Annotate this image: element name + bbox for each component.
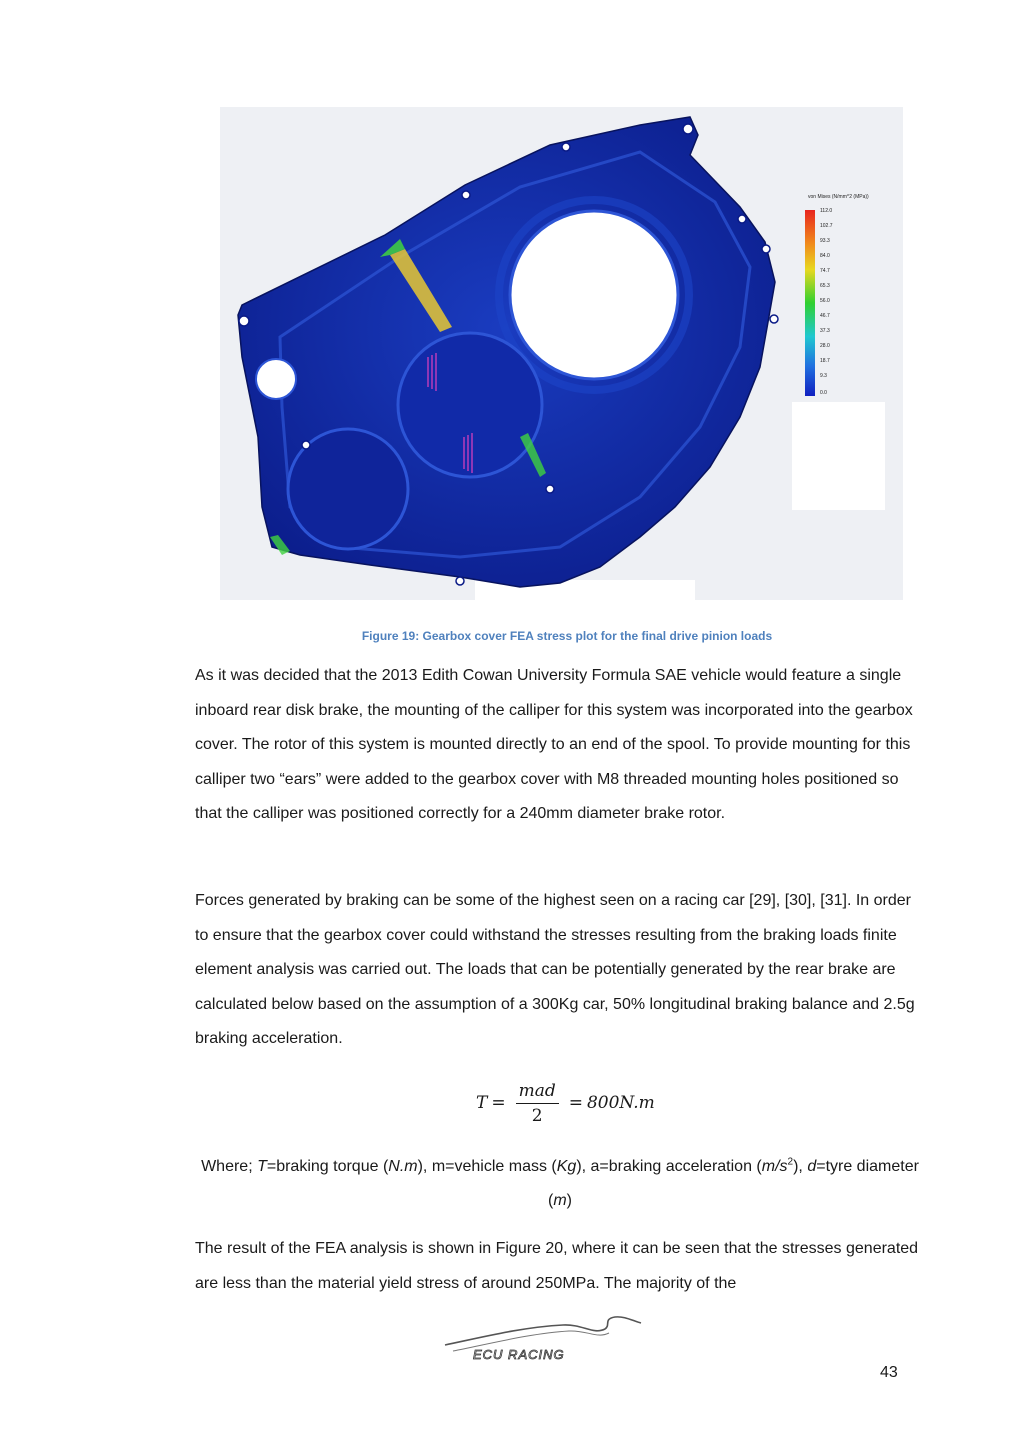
- where-t-desc: =braking torque (: [266, 1158, 389, 1175]
- legend-label: 37.3: [820, 328, 830, 334]
- equation-equals-2: =: [568, 1093, 583, 1113]
- where-d-rest: =tyre diameter (: [548, 1158, 919, 1209]
- variable-definitions: [195, 1150, 925, 1218]
- legend-label: 74.7: [820, 268, 830, 274]
- logo-text: ECU RACING: [473, 1347, 565, 1362]
- legend-label: 93.3: [820, 238, 830, 244]
- equation-equals: =: [491, 1093, 506, 1113]
- pinion-bore: [398, 333, 542, 477]
- ecu-racing-logo: [433, 1307, 656, 1382]
- figure-blank-patch: [792, 402, 885, 510]
- legend-label: 0.0: [820, 390, 827, 396]
- legend-label: 28.0: [820, 343, 830, 349]
- where-m-desc: ), m=vehicle mass (: [417, 1158, 557, 1175]
- body-paragraph-3: The result of the FEA analysis is shown in Figure 20, where it can be seen that the stresses generated are less than the material yield stress of around 250MPa. The majority of the: [195, 1240, 919, 1292]
- braking-torque-equation: [476, 1078, 655, 1128]
- where-m-unit: Kg: [556, 1158, 577, 1175]
- where-a-unit: m/s: [761, 1158, 788, 1175]
- where-close: ): [566, 1192, 572, 1209]
- where-a-desc: ), a=braking acceleration (: [576, 1158, 762, 1175]
- where-d-desc: ),: [793, 1158, 808, 1175]
- where-t-symbol: T: [257, 1158, 267, 1175]
- equation-rhs: 800N.m: [586, 1093, 655, 1113]
- where-prefix: Where;: [201, 1158, 258, 1175]
- main-bore-hole: [510, 211, 678, 379]
- page-number: 43: [880, 1364, 898, 1381]
- legend-label: 84.0: [820, 253, 830, 259]
- legend-label: 18.7: [820, 358, 830, 364]
- body-paragraph-1: As it was decided that the 2013 Edith Cowan University Formula SAE vehicle would feature a single inboard rear disk brake, the mounting of the calliper for this system was incorporated into the gearbox cover. The rotor of this system is mounted directly to an end of the spool. To provide mounting for this calliper two “ears” were added to the gearbox cover with M8 threaded mounting holes positioned so that the calliper was positioned correctly for a 240mm diameter brake rotor.: [195, 667, 913, 823]
- side-hole: [256, 359, 296, 399]
- legend-label: 46.7: [820, 313, 830, 319]
- figure-caption: Figure 19: Gearbox cover FEA stress plot for the final drive pinion loads: [361, 629, 773, 643]
- body-paragraph-2: Forces generated by braking can be some of the highest seen on a racing car [29], [30], [31]. In order to ensure that the gearbox cover could withstand the stresses resulting from the braking loads finite element analysis was carried out. The loads that can be potentially generated by the rear brake are calculated below based on the assumption of a 300Kg car, 50% longitudinal braking balance and 2.5g braking acceleration.: [195, 892, 915, 1048]
- legend-label: 56.0: [820, 298, 830, 304]
- where-d-symbol: d: [807, 1158, 817, 1175]
- equation-fraction: [516, 1081, 559, 1126]
- equation-denominator: 2: [531, 1105, 543, 1126]
- logo-graphic: [433, 1307, 656, 1382]
- legend-label: 102.7: [820, 223, 833, 229]
- where-t-unit: N.m: [388, 1158, 418, 1175]
- legend-label: 112.0: [820, 208, 833, 214]
- legend-label: 9.3: [820, 373, 827, 379]
- legend-title: von Mises (N/mm^2 (MPa)): [808, 194, 869, 200]
- fea-stress-plot: [220, 107, 903, 600]
- where-a-exp: 2: [787, 1156, 794, 1168]
- equation-lhs: T: [476, 1093, 488, 1113]
- equation-numerator: mad: [516, 1081, 559, 1104]
- where-d-unit: m: [553, 1192, 567, 1209]
- legend-label: 65.3: [820, 283, 830, 289]
- fea-stress-plot-figure: [220, 107, 903, 600]
- legend-color-bar: [805, 210, 815, 396]
